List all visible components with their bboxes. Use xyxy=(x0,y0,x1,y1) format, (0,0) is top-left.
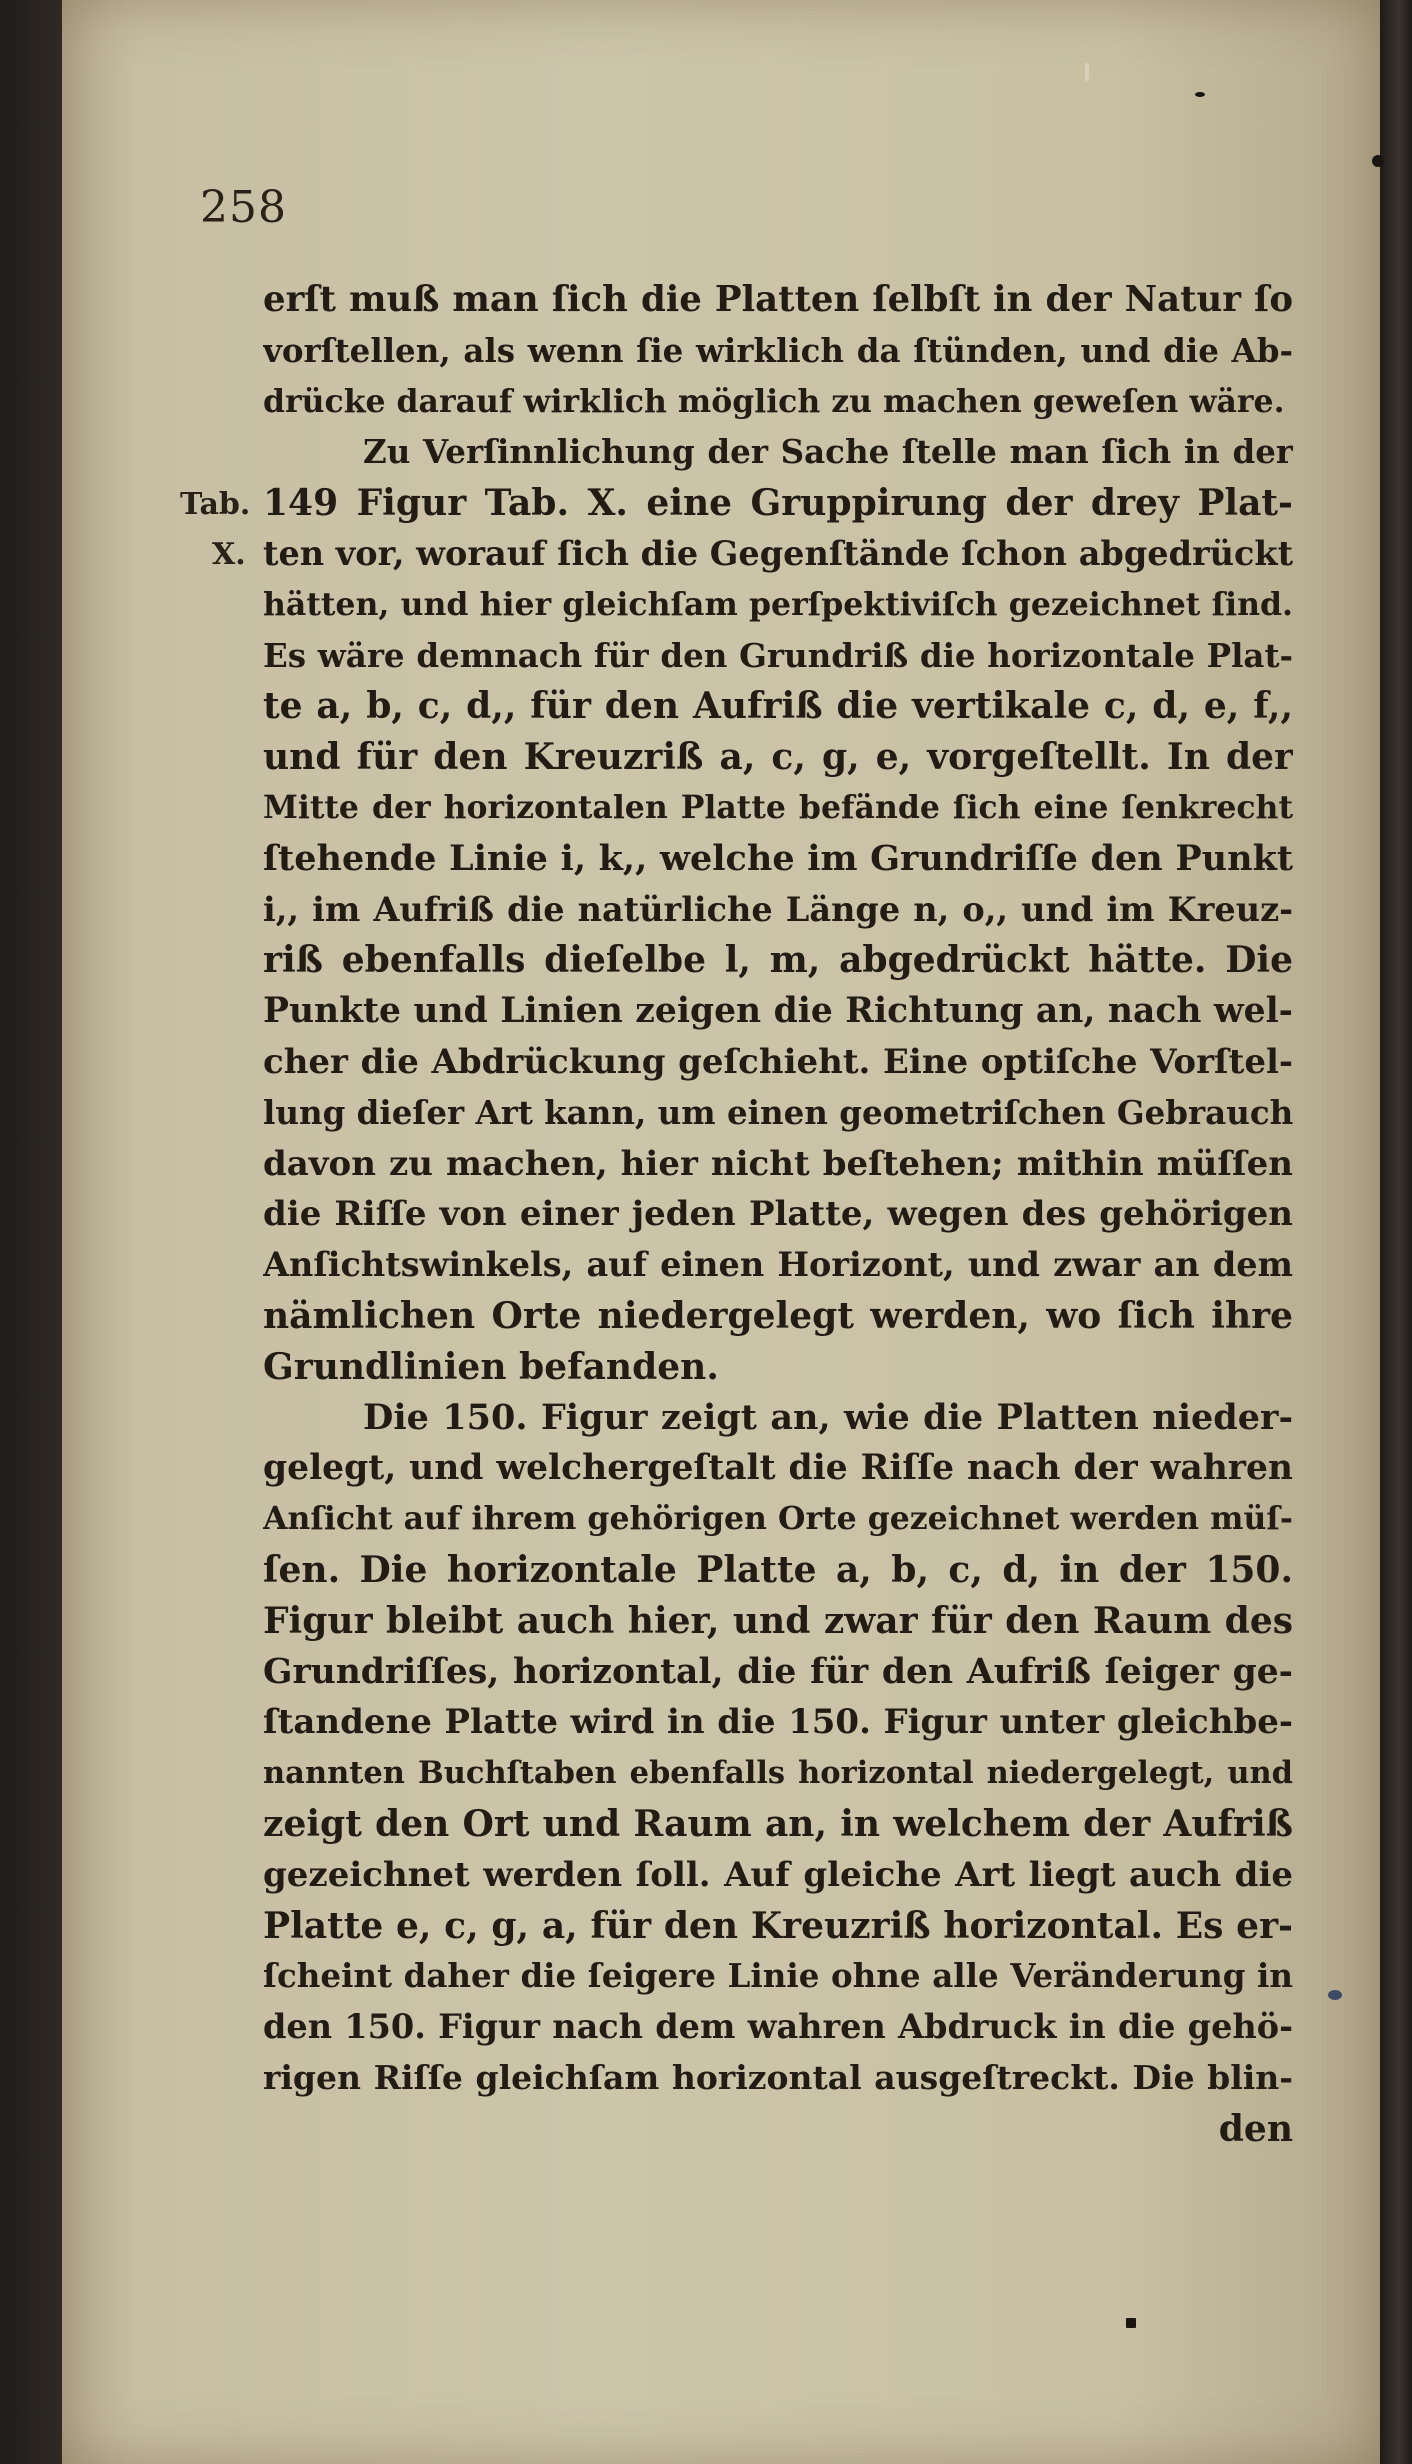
text-line: 149 Figur Tab. X. eine Gruppirung der drey Plat- xyxy=(263,482,1293,525)
text-line: Platte e, c, g, a, für den Kreuzriß horizontal. Es er- xyxy=(263,1904,1293,1947)
text-line: Zu Verſinnlichung der Sache ſtelle man ſich in der xyxy=(363,432,1293,472)
text-line: te a, b, c, d,, für den Aufriß die vertikale c, d, e, f,, xyxy=(263,685,1293,728)
ink-speck xyxy=(1195,92,1205,97)
text-line: ſtehende Linie i, k,, welche im Grundriſſe den Punkt xyxy=(263,837,1293,879)
ink-speck xyxy=(1372,155,1384,167)
text-line: drücke darauf wirklich möglich zu machen geweſen wäre. xyxy=(263,382,1285,420)
text-line: Anſichtswinkels, auf einen Horizont, und zwar an dem xyxy=(263,1245,1293,1285)
text-line: Grundlinien befanden. xyxy=(263,1345,719,1388)
text-line: nannten Buchſtaben ebenfalls horizontal niedergelegt, und xyxy=(263,1755,1293,1792)
text-line: Figur bleibt auch hier, und zwar für den Raum des xyxy=(263,1599,1293,1642)
text-line: ſtandene Platte wird in die 150. Figur unter gleichbe- xyxy=(263,1702,1293,1743)
text-line: gezeichnet werden ſoll. Auf gleiche Art liegt auch die xyxy=(263,1854,1293,1895)
text-line: den 150. Figur nach dem wahren Abdruck in die gehö- xyxy=(263,2007,1293,2047)
text-line: davon zu machen, hier nicht beſtehen; mithin müſſen xyxy=(263,1143,1293,1184)
text-line: Grundriſſes, horizontal, die für den Aufriß ſeiger ge- xyxy=(263,1651,1293,1692)
text-line: Es wäre demnach für den Grundriß die horizontale Plat- xyxy=(263,635,1293,675)
text-line: vorſtellen, als wenn ſie wirklich da ſtünden, und die Ab- xyxy=(263,330,1293,370)
text-line: riß ebenfalls dieſelbe l, m, abgedrückt hätte. Die xyxy=(263,939,1293,982)
margin-note-tab: Tab. xyxy=(180,487,251,522)
left-page-edge xyxy=(0,0,62,2464)
text-line: Die 150. Figur zeigt an, wie die Platten nieder- xyxy=(363,1396,1293,1438)
text-line: i,, im Aufriß die natürliche Länge n, o,, und im Kreuz- xyxy=(263,889,1293,929)
text-line: lung dieſer Art kann, um einen geometriſchen Gebrauch xyxy=(263,1092,1293,1132)
ink-speck xyxy=(1126,2318,1136,2328)
text-line: hätten, und hier gleichſam perſpektiviſch gezeichnet ſind. xyxy=(263,585,1293,623)
page-number: 258 xyxy=(200,182,287,233)
ink-speck xyxy=(1328,1990,1342,2000)
catchword: den xyxy=(1218,2107,1293,2150)
text-line: Mitte der horizontalen Platte befände ſich eine ſenkrecht xyxy=(263,788,1293,826)
text-line: zeigt den Ort und Raum an, in welchem der Aufriß xyxy=(263,1802,1293,1845)
text-line: Anſicht auf ihrem gehörigen Orte gezeichnet werden müſ- xyxy=(263,1500,1293,1538)
text-line: und für den Kreuzriß a, c, g, e, vorgeſtellt. In der xyxy=(263,736,1293,779)
text-line: ſcheint daher die ſeigere Linie ohne alle Veränderung in xyxy=(263,1956,1293,1996)
text-line: gelegt, und welchergeſtalt die Riſſe nach der wahren xyxy=(263,1448,1293,1489)
text-line: die Riſſe von einer jeden Platte, wegen des gehörigen xyxy=(263,1194,1293,1235)
text-line: erſt muß man ſich die Platten ſelbſt in der Natur ſo xyxy=(263,279,1293,320)
text-line: ſen. Die horizontale Platte a, b, c, d, in der 150. xyxy=(263,1548,1293,1591)
margin-note-roman: X. xyxy=(212,537,246,572)
text-line: rigen Riſſe gleichſam horizontal ausgeſtreckt. Die blin- xyxy=(263,2057,1293,2097)
text-line: Punkte und Linien zeigen die Richtung an, nach wel- xyxy=(263,991,1293,1032)
ink-speck xyxy=(1085,63,1089,81)
text-line: cher die Abdrückung geſchieht. Eine optiſche Vorſtel- xyxy=(263,1041,1293,1082)
text-line: nämlichen Orte niedergelegt werden, wo ſich ihre xyxy=(263,1294,1293,1337)
book-spine xyxy=(1380,0,1412,2464)
body-text xyxy=(263,275,1293,2154)
text-line: ten vor, worauf ſich die Gegenſtände ſchon abgedrückt xyxy=(263,533,1293,573)
